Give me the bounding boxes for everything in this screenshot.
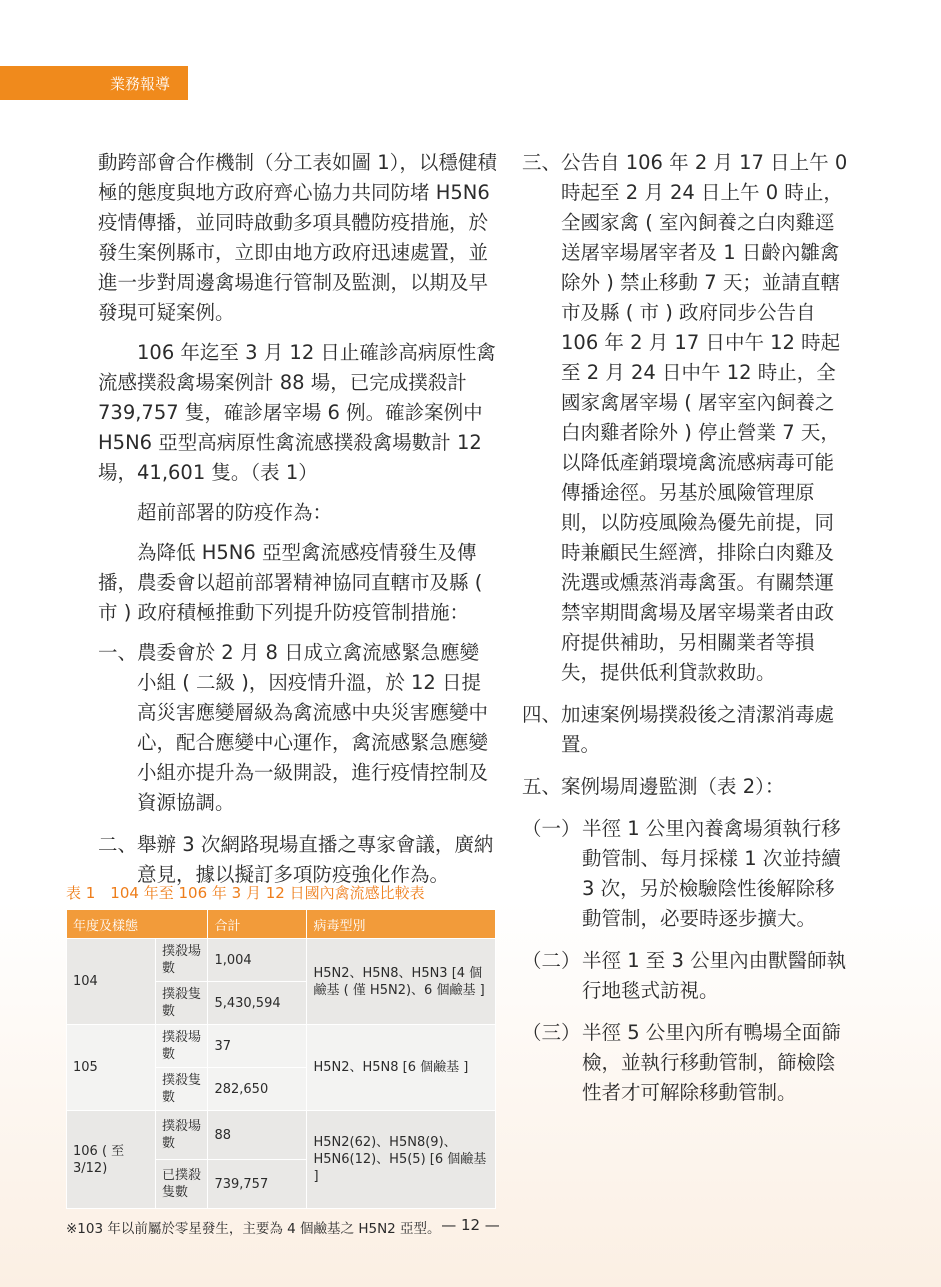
sub-text: 半徑 5 公里內所有鴨場全面篩檢，並執行移動管制，篩檢陰性者才可解除移動管制。 [582, 1021, 841, 1104]
sub-item [522, 1018, 852, 1108]
right-column [522, 148, 852, 1120]
table-row [67, 939, 496, 982]
row-label: 撲殺場數 [156, 1111, 208, 1160]
row-label: 撲殺隻數 [156, 1068, 208, 1111]
table-row [67, 1025, 496, 1068]
section-tab [0, 66, 188, 100]
paragraph-4: 為降低 H5N6 亞型禽流感疫情發生及傳播，農委會以超前部署精神協同直轄市及縣 ( 市 ) 政府積極推動下列提升防疫管制措施： [98, 541, 483, 624]
table-caption: 表 1 104 年至 106 年 3 月 12 日國內禽流感比較表 [66, 884, 425, 902]
header-total: 合計 [208, 910, 307, 939]
year-cell: 104 [67, 939, 156, 1025]
row-value: 282,650 [208, 1068, 307, 1111]
comparison-table [66, 909, 496, 1209]
row-value: 5,430,594 [208, 982, 307, 1025]
row-label: 撲殺場數 [156, 1025, 208, 1068]
sub-marker: （一） [522, 817, 581, 840]
row-value: 739,757 [208, 1160, 307, 1209]
list-marker: 一、 [98, 641, 138, 664]
paragraph-2: 106 年迄至 3 月 12 日止確診高病原性禽流感撲殺禽場案例計 88 場，已完成撲殺計 739,757 隻，確診屠宰場 6 例。確診案例中 H5N6 亞型高病原性禽流感撲殺禽場數計 12 場，41,601 隻。（表 1） [98, 341, 496, 484]
list-marker: 二、 [98, 833, 138, 856]
comparison-table-block [66, 882, 498, 1237]
row-label: 撲殺場數 [156, 939, 208, 982]
list-text: 加速案例場撲殺後之清潔消毒處置。 [561, 703, 835, 756]
virus-cell: H5N2(62)、H5N8(9)、H5N6(12)、H5(5) [6 個鹼基 ] [307, 1111, 496, 1209]
header-year-type: 年度及樣態 [67, 910, 208, 939]
row-label: 已撲殺隻數 [156, 1160, 208, 1209]
list-item [522, 700, 852, 760]
table-note: ※103 年以前屬於零星發生，主要為 4 個鹼基之 H5N2 亞型。 [66, 1221, 441, 1237]
row-label: 撲殺隻數 [156, 982, 208, 1025]
sub-text: 半徑 1 公里內養禽場須執行移動管制、每月採樣 1 次並持續 3 次，另於檢驗陰性後解除移動管制，必要時逐步擴大。 [582, 817, 841, 930]
list-text: 農委會於 2 月 8 日成立禽流感緊急應變小組 ( 二級 )，因疫情升溫，於 12 日提高災害應變層級為禽流感中央災害應變中心，配合應變中心運作，禽流感緊急應變小組亦提升為一級開設，進行疫情控制及資源協調。 [137, 641, 489, 814]
sub-text: 半徑 1 至 3 公里內由獸醫師執行地毯式訪視。 [582, 949, 847, 1002]
list-text: 案例場周邊監測（表 2）： [561, 775, 785, 798]
left-column [98, 148, 498, 902]
list-marker: 五、 [522, 775, 562, 798]
page-number: — 12 — [441, 1216, 500, 1234]
row-value: 1,004 [208, 939, 307, 982]
list-marker: 四、 [522, 703, 562, 726]
paragraph-1: 動跨部會合作機制（分工表如圖 1），以穩健積極的態度與地方政府齊心協力共同防堵 H5N6 疫情傳播，並同時啟動多項具體防疫措施，於發生案例縣市，立即由地方政府迅速處置，並進一步對周邊禽場進行管制及監測，以期及早發現可疑案例。 [98, 151, 497, 324]
table-row [67, 1111, 496, 1160]
virus-cell: H5N2、H5N8、H5N3 [4 個鹼基 ( 僅 H5N2)、6 個鹼基 ] [307, 939, 496, 1025]
year-cell: 105 [67, 1025, 156, 1111]
row-value: 88 [208, 1111, 307, 1160]
sub-item [522, 814, 852, 934]
list-item [522, 148, 852, 688]
list-text: 舉辦 3 次網路現場直播之專家會議，廣納意見，據以擬訂多項防疫強化作為。 [137, 833, 494, 886]
paragraph-3: 超前部署的防疫作為： [137, 501, 333, 524]
list-item [98, 638, 498, 818]
sub-marker: （三） [522, 1021, 581, 1044]
list-item [522, 772, 852, 802]
list-marker: 三、 [522, 151, 562, 174]
list-text: 公告自 106 年 2 月 17 日上午 0 時起至 2 月 24 日上午 0 時止，全國家禽 ( 室內飼養之白肉雞逕送屠宰場屠宰者及 1 日齡內雛禽除外 ) 禁止移動 7 天；並請直轄市及縣 ( 市 ) 政府同步公告自 106 年 2 月 17 日中午 12 時起至 2 月 24 日中午 12 時止，全國家禽屠宰場 ( 屠宰室內飼養之白肉雞者除外 ) 停止營業 7 天，以降低產銷環境禽流感病毒可能傳播途徑。另基於風險管理原則，以防疫風險為優先前提，同時兼顧民生經濟，排除白肉雞及洗選或燻蒸消毒禽蛋。有關禁運禁宰期間禽場及屠宰場業者由政府提供補助，另相關業者等損失，提供低利貸款救助。 [561, 151, 848, 684]
virus-cell: H5N2、H5N8 [6 個鹼基 ] [307, 1025, 496, 1111]
section-label: 業務報導 [109, 74, 170, 93]
sub-item [522, 946, 852, 1006]
sub-marker: （二） [522, 949, 581, 972]
row-value: 37 [208, 1025, 307, 1068]
table-header-row [67, 910, 496, 939]
year-cell: 106 ( 至 3/12) [67, 1111, 156, 1209]
list-item [98, 830, 498, 890]
header-virus-type: 病毒型別 [307, 910, 496, 939]
